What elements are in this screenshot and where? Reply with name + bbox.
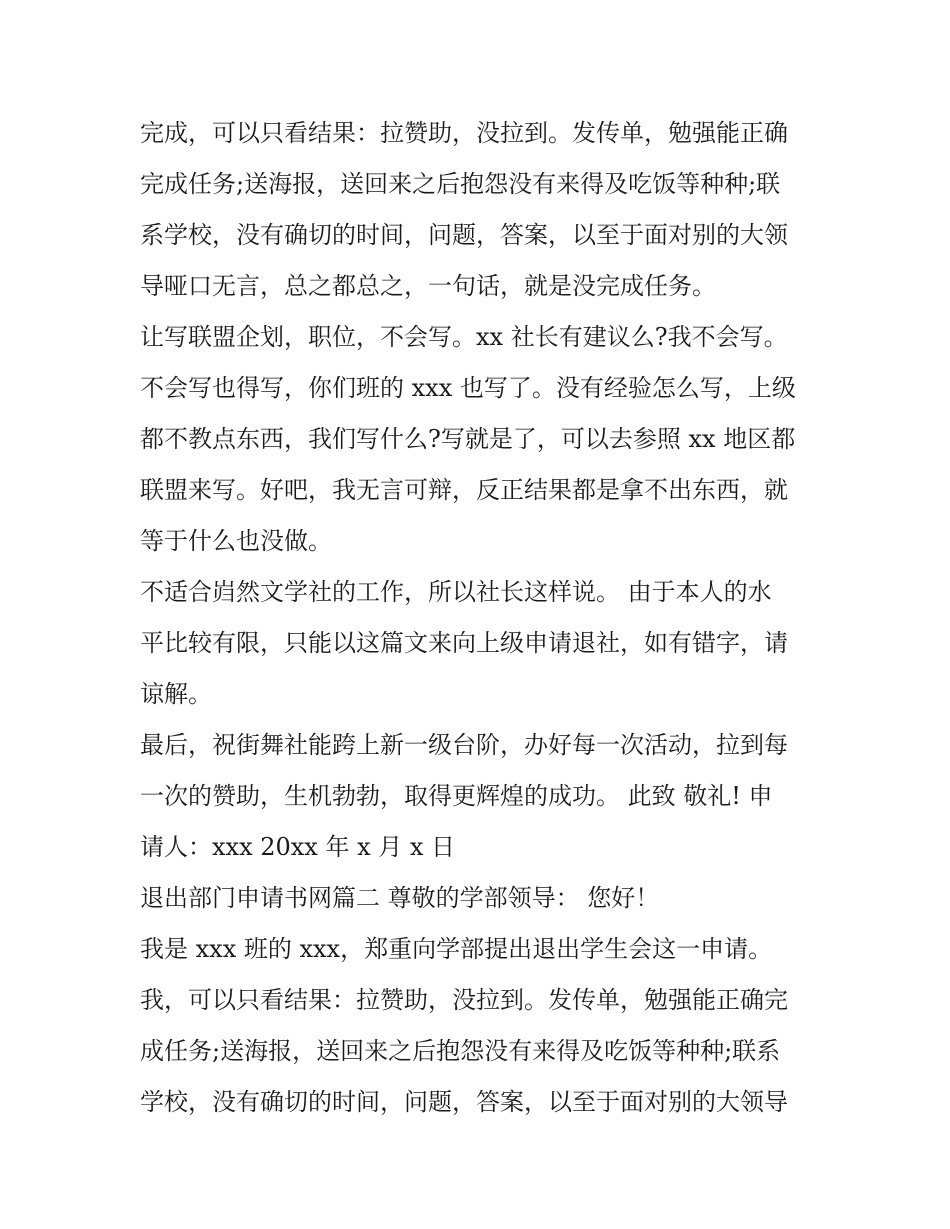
text-line: 不适合岿然文学社的工作，所以社长这样说。 由于本人的水	[140, 578, 772, 606]
text-line: 让写联盟企划，职位，不会写。xx 社长有建议么?我不会写。	[140, 323, 788, 351]
text-line: 联盟来写。好吧，我无言可辩，反正结果都是拿不出东西，就	[140, 476, 788, 504]
document-body	[140, 108, 820, 1128]
text-line: 导哑口无言，总之都总之，一句话，就是没完成任务。	[140, 272, 716, 300]
text-line: 系学校，没有确切的时间，问题，答案，以至于面对别的大领	[140, 221, 788, 249]
text-line: 退出部门申请书网篇二 尊敬的学部领导： 您好！	[140, 884, 660, 912]
text-line: 完成任务;送海报，送回来之后抱怨没有来得及吃饭等种种;联	[140, 170, 781, 198]
text-line: 都不教点东西，我们写什么?写就是了，可以去参照 xx 地区都	[140, 425, 796, 453]
text-line: 等于什么也没做。	[140, 527, 332, 555]
text-line: 我是 xxx 班的 xxx，郑重向学部提出退出学生会这一申请。	[140, 935, 773, 963]
text-line: 谅解。	[140, 680, 212, 708]
text-line: 不会写也得写，你们班的 xxx 也写了。没有经验怎么写，上级	[140, 374, 796, 402]
text-line: 一次的赞助，生机勃勃，取得更辉煌的成功。 此致 敬礼! 申	[140, 782, 773, 810]
text-line: 学校，没有确切的时间，问题，答案，以至于面对别的大领导	[140, 1088, 788, 1116]
text-line: 请人：xxx 20xx 年 x 月 x 日	[140, 833, 456, 861]
text-line: 成任务;送海报，送回来之后抱怨没有来得及吃饭等种种;联系	[140, 1037, 781, 1065]
text-line: 完成，可以只看结果：拉赞助，没拉到。发传单，勉强能正确	[140, 119, 788, 147]
text-line: 最后，祝街舞社能跨上新一级台阶，办好每一次活动，拉到每	[140, 731, 788, 759]
text-line: 平比较有限，只能以这篇文来向上级申请退社，如有错字，请	[140, 629, 788, 657]
text-line: 我，可以只看结果：拉赞助，没拉到。发传单，勉强能正确完	[140, 986, 788, 1014]
